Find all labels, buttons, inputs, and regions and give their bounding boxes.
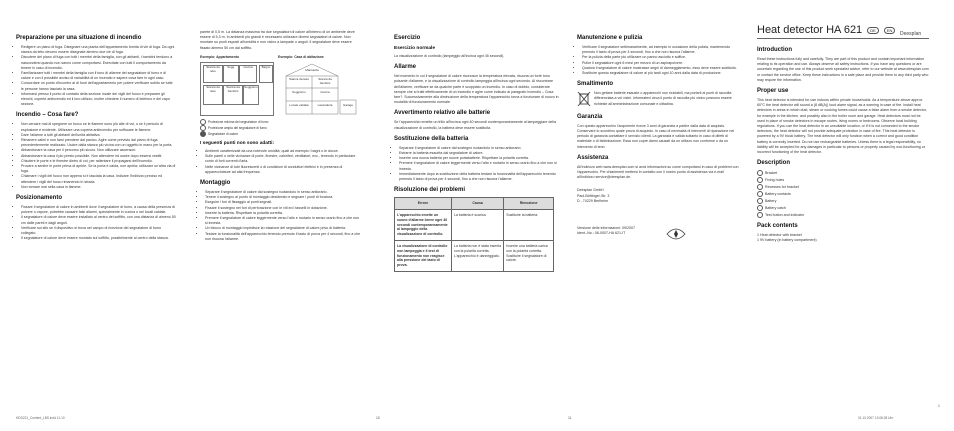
version-line: Ident.-No.: 08-0007-HA 621-IT xyxy=(577,231,626,236)
number-5-icon xyxy=(757,198,763,204)
figure-caption: Esempio: Appartamento xyxy=(200,54,240,59)
table-header: Causa xyxy=(452,198,504,210)
address-line: Paul-Böttinger-Str. 3 xyxy=(577,193,610,198)
heading-fire: Incendio – Cosa fare? xyxy=(16,112,79,119)
column-4 xyxy=(577,30,742,242)
list-item: • Abbandonare la casa per il percorso più sicuro. Non utilizzare ascensori. xyxy=(21,148,176,153)
paragraph: La visualizzazione di controllo (lampeggio all'incirca ogni 45 secondi). xyxy=(394,54,505,58)
page-number: 1 xyxy=(938,404,940,408)
figure-caption: Esempio: Casa di abitazione xyxy=(278,54,324,59)
version-line: Versione delle informazioni: 09/2007 xyxy=(577,226,635,231)
list-item: • Il segnalatore di calore deve essere montato sul soffitto, possibilmente al centro della stanza. xyxy=(21,236,176,241)
list-item: • Provare a sentire le porte prima di aprirle. Se la porta è calda, non aprirla; utilizzare un'altra via di fuga. xyxy=(21,164,176,174)
list-item: • Nelle vicinanze di tubi fluorescenti o di condizioni di conduttori elettrici e in presenza di apparecchiature ad alta frequenza. xyxy=(205,165,362,175)
heading-introduction: Introduction xyxy=(757,47,792,53)
heading-alarm: Allarme xyxy=(394,64,417,71)
list-item: • Eseguire i fori di fissaggio ai punti segnati. xyxy=(205,200,362,205)
list-item: • Chiudere le porte e le finestre dietro di voi, per rallentare il propagarsi dell'incendio. xyxy=(21,159,176,164)
legend-item: Protezione minima del segnalatore di fumo xyxy=(200,119,362,125)
page-number: 11 xyxy=(568,416,572,420)
column-3 xyxy=(394,30,559,272)
list-item: • Ambienti caratterizzati da una notevole umidità, quali ad esempio i bagni o le docce. xyxy=(205,149,362,154)
fire-list xyxy=(16,122,176,190)
room: Sogg. xyxy=(223,65,239,83)
legend-item: Protezione ampia del segnalatore di fumo xyxy=(200,125,362,131)
list-item: • Qualora il segnalatore di calore mostrasse segni di danneggiamento, esso deve essere sostituito. xyxy=(582,66,742,71)
table-header: Rimozione xyxy=(504,198,554,210)
list-item: • Fissare il segnalatore di calore in ambienti dove il segnalatore di fumo, a causa della presenza di polvere o vapore, potrebbe causare falsi allarmi, specialmente in cucina o nei locali caldaie. xyxy=(21,205,176,215)
room: Cucina xyxy=(320,90,330,95)
list-item: • Dare l'allarme a tutti gli abitanti dell'unità abitativa. xyxy=(21,133,176,138)
address-line: Deesplan GmbH xyxy=(577,188,604,193)
list-item: • Testare la funzionalità dell'apparecchio tenendo premuto il tasto di prova per 4 secondi, fino a che non risuona l'allarme. xyxy=(205,232,362,242)
list-item: • Immediatamente dopo la sostituzione della batteria testare la funzionalità dell'apparecchio tenendo premuto il tasto di prova per 4 secondi, fino a che non risuona l'allarme. xyxy=(399,172,559,182)
figure-house xyxy=(278,55,360,116)
list-item: • Rimanere calmi e non farsi prendere dal panico. Agire come previsto dal piano di fuga precedentemente realizzato. Uscire dalla stanza più vicina con un oggetto in mano per la porta. xyxy=(21,138,176,148)
print-meta-left: HDD221_Content_LBS.indd 11-10 xyxy=(16,416,65,420)
crossed-bin-icon xyxy=(577,91,591,107)
table-cell: La batteria è scarica. xyxy=(452,210,504,241)
list-item: • Non cercare mai di spegnere un fuoco se le fiamme sono più alte di voi, o se il pericolo di esplosione è evidente. Utilizzare una coperta antincendio per soffocare le fiamme. xyxy=(21,122,176,132)
heading-maintenance: Manutenzione e pulizia xyxy=(577,35,643,41)
table-row xyxy=(395,210,554,241)
room: Stanza da bambini xyxy=(223,85,243,105)
heading-proper-use: Proper use xyxy=(757,88,789,95)
dot-icon xyxy=(200,131,206,137)
room: Lavanderia xyxy=(317,103,333,108)
list-item: • Fissare il sostegno nei fori di perforazione con le viti ed i tasselli in dotazione. xyxy=(205,206,362,211)
heading-warranty: Garanzia xyxy=(577,113,603,120)
page-number: 10 xyxy=(376,416,380,420)
list-item: • Pulire il segnalatore ogni 6 mesi per mezzo di un aspirapolvere. xyxy=(582,61,742,66)
heading-assistance: Assistenza xyxy=(577,154,609,161)
version-block xyxy=(577,226,742,242)
column-5 xyxy=(757,42,929,244)
number-1-icon xyxy=(757,170,763,176)
floorplan-apartment xyxy=(200,62,274,116)
table-cell: La batteria non è stata inserita con la polarità corretta. L'apparecchio è danneggiato. xyxy=(452,241,504,272)
list-item: Test button and indicator xyxy=(757,212,929,218)
list-item: • Per la pulizia della parte più utilizzare un panno asciutto e soffice. xyxy=(582,55,742,60)
paragraph: Nel momento in cui il segnalatore di calore riconosce la temperatura elevata, risuona un forte tono pulsante d'allarme, e la visualizzazione di controllo lampeggia all'incirca ogni secondo. Al riscontrare dell'allarme, verificare se da qualche parte è scoppiato un incendio. In caso di dubbio, considerare sempre che si tratti effettivamente di un incendio e agire come indicato al paragrafo Incendio – Cosa fare?. Successivamente alla diminuzione della temperatura l'apparecchio torna a funzionare di nuovo in modalità di funzionamento normale. xyxy=(394,74,559,105)
heading-normal: Esercizio normale xyxy=(394,46,436,51)
list-item: • Verificare sul sito se il dispositivo si trova nel campo di ricezione del segnalatore di fumo collegato. xyxy=(21,226,176,236)
paragraph: Se l'apparecchio emette un trillo all'incirca ogni 40 secondi contemporaneamente al lampeggiare della visualizzazione di controllo, la batteria deve essere sostituita. xyxy=(394,120,556,130)
room: Stanza da letto xyxy=(288,77,309,82)
number-3-icon xyxy=(757,184,763,190)
table-header-row xyxy=(395,198,554,210)
list-item: • Sulle pareti o nelle vicinanze di porte, finestre, caloriferi, ventilatori, ecc., tenendo in particolare conto di forti correnti d'aria. xyxy=(205,154,362,164)
list-item: • Premere il segnalatore di calore leggermente verso l'alto e ruotarlo in senso orario fino a che non si innesta. xyxy=(205,216,362,226)
figure-row xyxy=(200,55,362,116)
room: Stanza da bambini xyxy=(318,77,332,85)
list-item: • Chiamare i vigili del fuoco non appena si è lasciata la casa. Indicare l'indirizzo preciso ed attendere i vigili del fuoco rimanendo in strada. xyxy=(21,174,176,184)
pack-line: 1 Heat detector with bracket xyxy=(757,233,802,238)
list-item: Battery xyxy=(757,198,929,204)
heading-mounting: Montaggio xyxy=(200,180,231,187)
list-item: • Abbandonare la casa il più presto possibile. Non attendere ed uscire dopo essersi vestiti. xyxy=(21,154,176,159)
disposal-block xyxy=(577,91,742,109)
certification-mark-icon xyxy=(665,226,687,242)
address-block xyxy=(577,188,742,204)
room: Soggiorno xyxy=(292,90,306,95)
list-item: • Separare il segnalatore di calore dal sostegno ruotandolo in senso antiorario. xyxy=(399,146,559,151)
mounting-list xyxy=(200,190,362,242)
positioning-list xyxy=(16,205,176,241)
paragraph: Con questo apparecchio l'acquirente riceve 3 anni di garanzia a partire dalla data di acquisto. Conservare lo scontrino quale prova di acquisto. In caso di necessità di interventi di riparazione nel periodo di garanzia contattare il servizio clienti. La garanzia è valida soltanto in caso di difetti di materiale o di fabbricazione. Essa non copre danni causati da un utilizzo non conforme o da un intervento di terzi. xyxy=(577,123,735,149)
list-item: Bracket xyxy=(757,170,929,176)
paragraph: All'indirizzo web www.deesplan.com si avrà informazioni su come comportarsi in caso di problemi con l'apparecchio. Per chiarimenti mettersi in contatto con il nostro punto di assistenza via e-mail all'indirizzo service@deesplan.de. xyxy=(577,164,739,180)
maintenance-list xyxy=(577,45,742,76)
brand-name: Deesplan xyxy=(900,31,922,37)
list-item: • Separare il segnalatore di calore dal sostegno ruotandolo in senso antiorario. xyxy=(205,190,362,195)
page-title: Heat detector HA 621 DE EN xyxy=(757,24,895,36)
heading-description: Description xyxy=(757,160,791,167)
print-meta-right: 01.10.2007 13:08:28 Uhr xyxy=(858,416,894,420)
table-row xyxy=(395,241,554,272)
room: Cucina xyxy=(239,65,257,83)
pack-line: 1 9V battery (in battery compartment) xyxy=(757,238,817,243)
heading-battery-warning: Avvertimento relativo alle batterie xyxy=(394,110,491,117)
floorplan-house xyxy=(278,62,360,116)
table-cell: Sostituire la batteria. xyxy=(504,210,554,241)
list-item: • Informarsi presso il punto di contatto della sezione locale dei vigili del fuoco e preparare gli elenchi, coperte antincendio ed il loro utilizzo, inoltre chiedere il numero di telefono e del capo sezione. xyxy=(21,92,176,108)
unsuitable-list xyxy=(200,149,362,175)
list-item: Battery catch xyxy=(757,205,929,211)
list-item: • Il segnalatore di calore deve essere installato al centro del soffitto, con una distanza di almeno 50 cm dalle pareti e dagli angoli. xyxy=(21,215,176,225)
list-item: • Estrarre la batteria esaurita dal segnalatore di calore. xyxy=(399,151,559,156)
heading-exercise: Esercizio xyxy=(394,35,421,41)
table-cell: L'apparecchio emette un suono d'allarme breve ogni 40 secondi contemporaneamente al lampeggio della visualizzazione di controllo. xyxy=(395,210,452,241)
heading-battery-replacement: Sostituzione della batteria xyxy=(394,135,469,142)
figure-legend xyxy=(200,119,362,137)
list-item: • Verificare il segnalatore settimanalmente, ad esempio in occasione della pulizia, mantenendo premuto il tasto di prova per 4 secondi, fino a che non risuona l'allarme. xyxy=(582,45,742,55)
language-badge: DE xyxy=(867,27,879,34)
room: Locale caldaia xyxy=(289,103,309,108)
paragraph: parete di 0,5 m. La distanza massima tra due segnalatori di calore all'interno di un ambiente deve essere di 5,3 m. In ambienti più grandi è necessario utilizzare diversi segnalatori di calore. Non montare su punti esposti all'umidità e non vicino a lampade o angoli. Il segnalatore deve essere fissato almeno 50 cm dal soffitto. xyxy=(200,30,355,50)
number-4-icon xyxy=(757,191,763,197)
list-item: Battery contacts xyxy=(757,191,929,197)
paragraph: Read these instructions fully and carefully. They are part of this product and contain important information relating to its operation and use. Always observe all safety instructions. If you have any questions or are uncertain regarding the use of this product seek specialist advice, refer to our website at www.deesplan.com or contact the service office. Keep these instructions in a safe place and provide them to any third party who may require the information. xyxy=(757,57,929,82)
list-item: • Concordare un punto d'incontro al di fuori dell'appartamento per potere verificare subito se tutte le persone hanno lasciato la casa. xyxy=(21,81,176,91)
heading-unsuitable: I seguenti punti non sono adatti: xyxy=(200,141,275,147)
troubleshooting-table xyxy=(394,197,554,272)
room: Garage xyxy=(342,103,353,108)
preparation-list xyxy=(16,45,176,107)
heading-pack-contents: Pack contents xyxy=(757,223,798,230)
room: Bagno xyxy=(259,65,273,83)
paragraph: Non gettare batterie esauste o apparecchi non riciclabili, ma portarli ai punti di raccolta differenziata a voi vicini. Informatevi circa il punto di raccolta più vicino possono essere richieste all'amministrazione comunale e cittadina. xyxy=(594,91,732,106)
legend-item: Segnalatore di calore xyxy=(200,131,362,137)
description-list xyxy=(757,170,929,218)
room: Soggiorno xyxy=(243,85,259,105)
column-1 xyxy=(16,30,176,244)
list-item: Fixing holes xyxy=(757,177,929,183)
list-item: • Tenere il sostegno al punto di montaggio desiderato e segnare i punti di foratura. xyxy=(205,195,362,200)
column-2 xyxy=(200,30,362,244)
replacement-list xyxy=(394,146,559,182)
table-cell: La visualizzazione di controllo non lampeggia e il test di funzionamento non reagisce alla pressione del tasto di prova. xyxy=(395,241,452,272)
heading-preparation: Preparazione per una situazione di incendio xyxy=(16,35,142,41)
heading-troubleshooting: Risoluzione dei problemi xyxy=(394,187,466,194)
heading-disposal: Smaltimento xyxy=(577,81,614,88)
list-item: • Inserire la batteria. Rispettare la polarità corretta. xyxy=(205,211,362,216)
list-item: • Familiarizzare tutti i membri della famiglia con il tono di allarme del segnalatore di fumo e di calore e con il possibile avviso di variabilità di un incendio e sapere cosa fare in ogni caso. xyxy=(21,71,176,81)
paragraph: This heat detector is intended for use indoors within private households. As a temperature above approx 60°C the heat detector will sound a (8 dB(A)) loud alarm signal, as a warning in case of fire. Install heat detectors in areas in which dust, steam or cooking fumes could cause a false alarm from a smoke detector, for example in the kitchen, and possibly also in the boiler room and garage. Heat detectors must not be used in place of smoke detectors in escape routes, living rooms or bedrooms. Observe local building regulations. If you use the heat detector in an unsuitable location, or if it is not connected to the smoke detectors, the heat detector will not provide adequate protection in case of fire. This heat detector is powered by a 9V block battery. The heat detector will only function when a correct and good condition battery is correctly inserted. Do not use rechargeable batteries. Unless there is a legal responsibility, no liability will be accepted for any damages in particular to persons or property caused by non-functioning or incorrect functioning of the heat detector. xyxy=(757,98,927,155)
room: Stanza da letto xyxy=(203,85,223,105)
list-item: • Premere il segnalatore di calore leggermente verso l'alto e ruotarlo in senso orario fino a che non si innesta. xyxy=(399,161,559,171)
table-header: Errore xyxy=(395,198,452,210)
table-cell: Inserire una batteria carica con la polarità corretta. Sostituire il segnalatore di calore. xyxy=(504,241,554,272)
figure-apartment xyxy=(200,55,274,116)
list-item: • Non tornare mai nella casa in fiamme. xyxy=(21,185,176,190)
list-item: Recesses for bracket xyxy=(757,184,929,190)
language-badge: EN xyxy=(884,27,896,34)
list-item: • Discutere del piano di fuga con tutti i membri della famiglia, con gli abitanti, i bambini tendono a nascondersi quando non sanno come comportarsi. Esercitate con tutti il comportamento da tenere in caso di incendio. xyxy=(21,55,176,71)
version-text xyxy=(577,226,635,236)
room: Mansarda xyxy=(305,68,319,73)
number-6-icon xyxy=(757,205,763,211)
list-item: • Un blocco di montaggio impedisce la rotazione del segnalatore di calore privo di batteria. xyxy=(205,226,362,231)
list-item: • Inserire una nuova batteria per nuove portabatterie. Rispettare la polarità corretta. xyxy=(399,156,559,161)
list-item: • Sostituire questo segnalatore di calore al più tardi ogni 10 anni dalla data di produzione. xyxy=(582,71,742,76)
address-line: D - 74229 Berlheim xyxy=(577,198,608,203)
number-2-icon xyxy=(757,177,763,183)
room: Stanza da letto xyxy=(203,65,223,83)
number-7-icon xyxy=(757,212,763,218)
list-item: • Redigere un piano di fuga. Disegnare una pianta dell'appartamento fornita di vie di fuga. Da ogni stanza da letto devono essere disegnate almeno due vie di fuga. xyxy=(21,45,176,55)
heading-positioning: Posizionamento xyxy=(16,195,63,202)
